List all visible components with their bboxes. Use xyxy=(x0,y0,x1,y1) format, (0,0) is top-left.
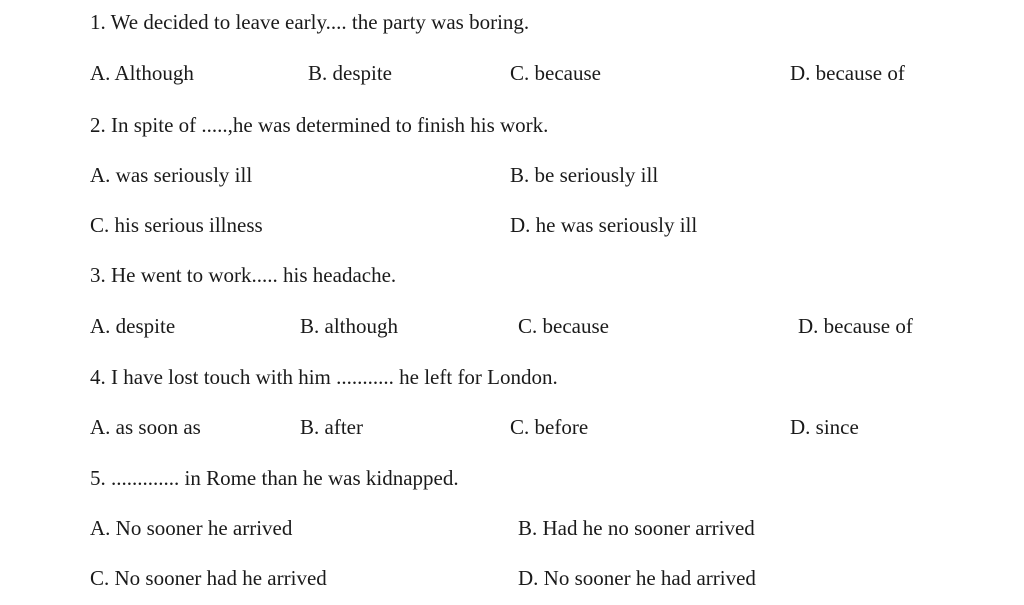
question-5-option-b: B. Had he no sooner arrived xyxy=(518,516,755,540)
question-2-option-b: B. be seriously ill xyxy=(510,163,659,187)
question-2-option-a: A. was seriously ill xyxy=(90,163,253,187)
question-1-stem: 1. We decided to leave early.... the party was boring. xyxy=(90,10,530,34)
question-4-option-a: A. as soon as xyxy=(90,415,201,439)
question-4-stem: 4. I have lost touch with him ........... he left for London. xyxy=(90,365,558,389)
question-4-option-b: B. after xyxy=(300,415,363,439)
question-2-option-c: C. his serious illness xyxy=(90,213,263,237)
question-3-option-a: A. despite xyxy=(90,314,176,338)
question-5-option-c: C. No sooner had he arrived xyxy=(90,566,327,590)
question-5-stem: 5. ............. in Rome than he was kidnapped. xyxy=(90,466,459,490)
question-4-option-c: C. before xyxy=(510,415,589,439)
question-3-option-d: D. because of xyxy=(798,314,913,338)
question-3-stem: 3. He went to work..... his headache. xyxy=(90,263,397,287)
question-2-option-d: D. he was seriously ill xyxy=(510,213,698,237)
question-1-option-d: D. because of xyxy=(790,61,905,85)
question-1-option-a: A. Although xyxy=(90,61,194,85)
question-1-option-b: B. despite xyxy=(308,61,392,85)
question-2-stem: 2. In spite of .....,he was determined to finish his work. xyxy=(90,113,549,137)
question-3-option-c: C. because xyxy=(518,314,609,338)
question-5-option-a: A. No sooner he arrived xyxy=(90,516,293,540)
question-3-option-b: B. although xyxy=(300,314,398,338)
question-5-option-d: D. No sooner he had arrived xyxy=(518,566,756,590)
question-1-option-c: C. because xyxy=(510,61,601,85)
question-4-option-d: D. since xyxy=(790,415,859,439)
